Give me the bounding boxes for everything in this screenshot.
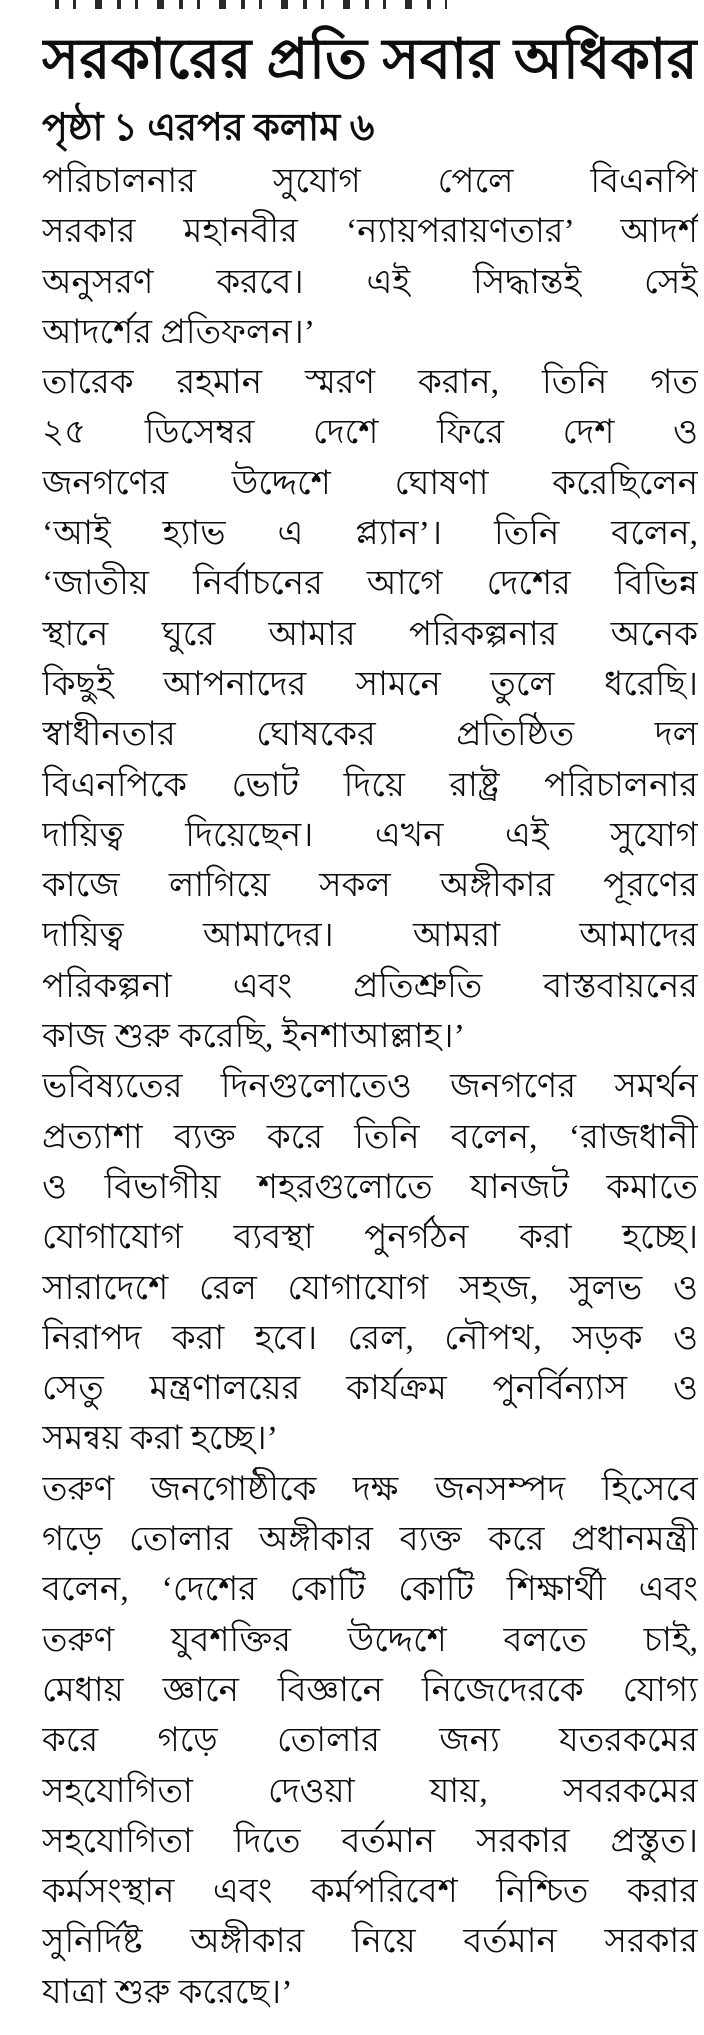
article-line: দায়িত্ব দিয়েছেন। এখন এই সুযোগ <box>42 816 698 854</box>
article-line: কর্মসংস্থান এবং কর্মপরিবেশ নিশ্চিত করার <box>42 1873 698 1911</box>
continuation-note: পৃষ্ঠা ১ এরপর কলাম ৬ <box>42 107 375 149</box>
article-line: ২৫ ডিসেম্বর দেশে ফিরে দেশ ও <box>42 414 698 452</box>
article-line: ‘জাতীয় নির্বাচনের আগে দেশের বিভিন্ন <box>42 565 698 603</box>
article-line: জনগণের উদ্দেশে ঘোষণা করেছিলেন <box>42 464 698 502</box>
article-line: বিএনপিকে ভোট দিয়ে রাষ্ট্র পরিচালনার <box>42 766 698 804</box>
article-line: যোগাযোগ ব্যবস্থা পুনর্গঠন করা হচ্ছে। <box>42 1219 698 1257</box>
article-line: স্বাধীনতার ঘোষকের প্রতিষ্ঠিত দল <box>42 716 698 754</box>
article-line: সারাদেশে রেল যোগাযোগ সহজ, সুলভ ও <box>42 1269 698 1307</box>
article-line: নিরাপদ করা হবে। রেল, নৌপথ, সড়ক ও <box>42 1319 698 1357</box>
article-line: প্রত্যাশা ব্যক্ত করে তিনি বলেন, ‘রাজধানী <box>42 1118 698 1156</box>
article-paragraph <box>42 1465 698 2018</box>
article-paragraph <box>42 157 698 358</box>
article-line: বলেন, ‘দেশের কোটি কোটি শিক্ষার্থী এবং <box>42 1571 698 1609</box>
article-line: কাজে লাগিয়ে সকল অঙ্গীকার পূরণের <box>42 867 698 905</box>
article-line: পরিকল্পনা এবং প্রতিশ্রুতি বাস্তবায়নের <box>42 967 698 1005</box>
article-line: অনুসরণ করবে। এই সিদ্ধান্তই সেই <box>42 263 698 301</box>
article-headline: সরকারের প্রতি সবার অধিকার <box>42 29 698 91</box>
article-line: সেতু মন্ত্রণালয়ের কার্যক্রম পুনর্বিন্যাস ও <box>42 1370 698 1408</box>
article-line: ‘আই হ্যাভ এ প্ল্যান’। তিনি বলেন, <box>42 515 698 553</box>
article-line: তরুণ যুবশক্তির উদ্দেশে বলতে চাই, <box>42 1621 698 1659</box>
article-line: সুনির্দিষ্ট অঙ্গীকার নিয়ে বর্তমান সরকার <box>42 1923 698 1961</box>
article-line: ও বিভাগীয় শহরগুলোতে যানজট কমাতে <box>42 1168 698 1206</box>
article-body <box>42 157 698 2018</box>
article-line: দায়িত্ব আমাদের। আমরা আমাদের <box>42 917 698 955</box>
clipped-previous-line-fragments <box>55 0 447 9</box>
article-line: গড়ে তোলার অঙ্গীকার ব্যক্ত করে প্রধানমন্ত্রী <box>42 1521 698 1559</box>
article-line: কিছুই আপনাদের সামনে তুলে ধরেছি। <box>42 665 698 703</box>
article-line: পরিচালনার সুযোগ পেলে বিএনপি <box>42 163 698 200</box>
article-line: যাত্রা শুরু করেছে।’ <box>42 1973 293 2011</box>
article-line: আদর্শের প্রতিফলন।’ <box>42 313 316 351</box>
article-line: ভবিষ্যতের দিনগুলোতেও জনগণের সমর্থন <box>42 1068 698 1106</box>
article-line: সরকার মহানবীর ‘ন্যায়পরায়ণতার’ আদর্শ <box>42 213 698 251</box>
article-line: সহযোগিতা দিতে বর্তমান সরকার প্রস্তুত। <box>42 1822 698 1860</box>
article-line: স্থানে ঘুরে আমার পরিকল্পনার অনেক <box>42 615 698 653</box>
article-paragraph <box>42 358 698 1062</box>
article-line: মেধায় জ্ঞানে বিজ্ঞানে নিজেদেরকে যোগ্য <box>42 1671 698 1709</box>
article-line: তরুণ জনগোষ্ঠীকে দক্ষ জনসম্পদ হিসেবে <box>42 1470 698 1508</box>
article-line: সহযোগিতা দেওয়া যায়, সবরকমের <box>42 1772 698 1810</box>
article-line: কাজ শুরু করেছি, ইনশাআল্লাহ।’ <box>42 1018 465 1056</box>
article-line: তারেক রহমান স্মরণ করান, তিনি গত <box>42 364 698 402</box>
article-line: করে গড়ে তোলার জন্য যতরকমের <box>42 1722 698 1760</box>
article-paragraph <box>42 1062 698 1464</box>
article-line: সমন্বয় করা হচ্ছে।’ <box>42 1420 278 1458</box>
